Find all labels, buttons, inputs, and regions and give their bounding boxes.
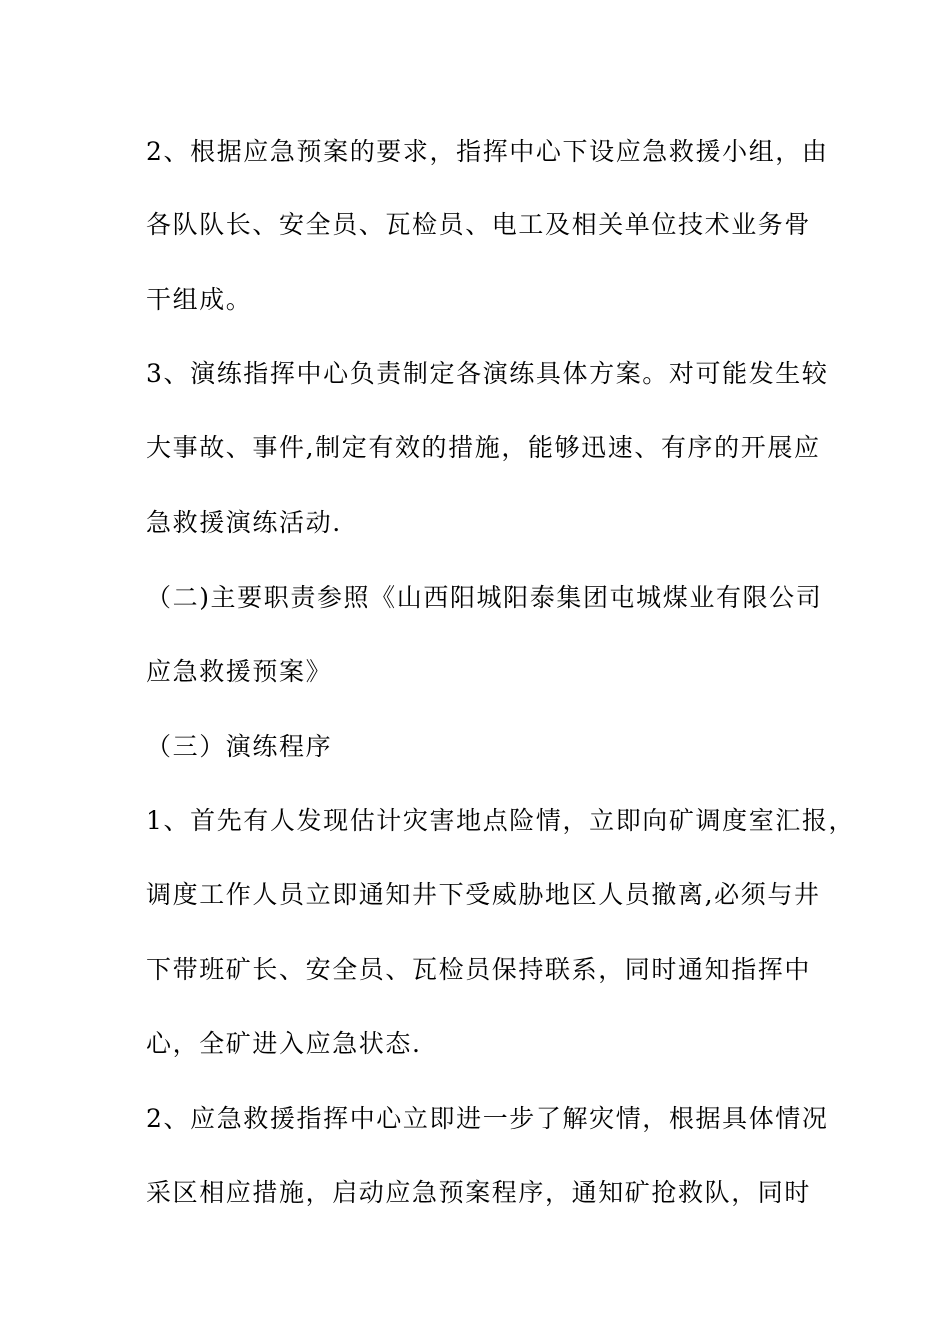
text-line-13: 心，全矿进入应急状态.	[146, 1029, 422, 1058]
text-line-6: 急救援演练活动.	[146, 508, 342, 537]
text-line-5: 大事故、事件,制定有效的措施，能够迅速、有序的开展应	[146, 433, 821, 462]
text-line-7: （二)主要职责参照《山西阳城阳泰集团屯城煤业有限公司	[146, 583, 823, 612]
text-line-14: 2、应急救援指挥中心立即进一步了解灾情，根据具体情况	[146, 1104, 829, 1133]
text-line-15: 采区相应措施，启动应急预案程序，通知矿抢救队，同时	[146, 1178, 812, 1207]
text-line-8: 应急救援预案》	[146, 657, 333, 686]
text-line-12: 下带班矿长、安全员、瓦检员保持联系，同时通知指挥中	[146, 955, 812, 984]
text-line-4: 3、演练指挥中心负责制定各演练具体方案。对可能发生较	[146, 359, 829, 388]
text-line-2: 各队队长、安全员、瓦检员、电工及相关单位技术业务骨	[146, 210, 812, 239]
text-line-11: 调度工作人员立即通知井下受威胁地区人员撤离,必须与井	[146, 880, 821, 909]
text-line-3: 干组成。	[146, 285, 253, 314]
text-line-1: 2、根据应急预案的要求，指挥中心下设应急救援小组，由	[146, 137, 829, 166]
text-line-9: （三）演练程序	[146, 732, 333, 761]
text-line-10: 1、首先有人发现估计灾害地点险情，立即向矿调度室汇报，	[146, 806, 856, 835]
